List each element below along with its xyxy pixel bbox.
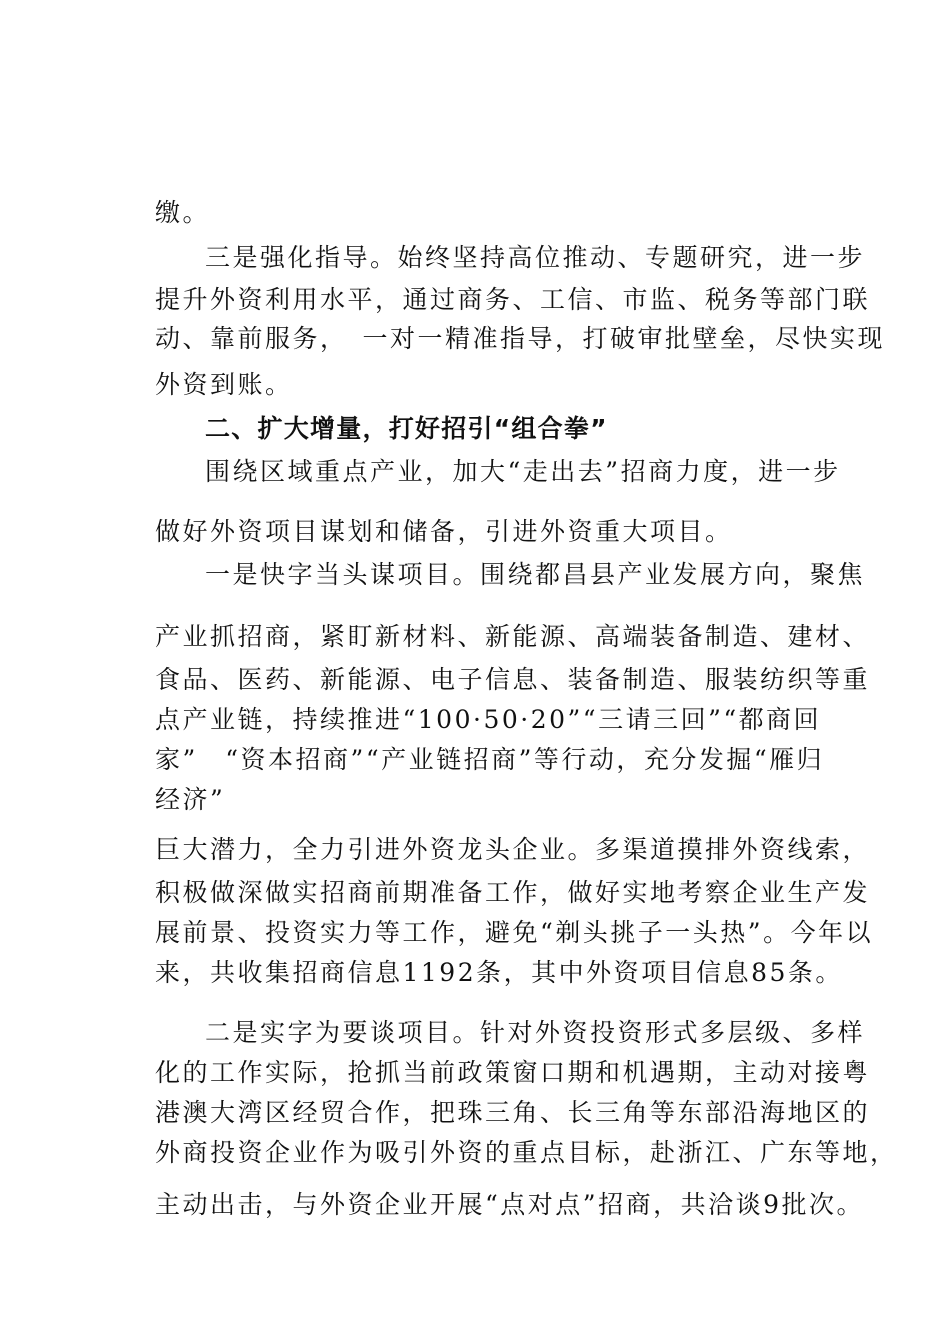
text-line: 外商投资企业作为吸引外资的重点目标，赴浙江、广东等地，: [155, 1138, 898, 1167]
text-line: 动、靠前服务， 一对一精准指导，打破审批壁垒，尽快实现: [155, 324, 886, 353]
section-heading: 二、扩大增量，打好招引“组合拳”: [205, 414, 608, 443]
text-line: 食品、医药、新能源、电子信息、装备制造、服装纺织等重: [155, 665, 871, 694]
text-line: 展前景、投资实力等工作，避免“剃头挑子一头热”。今年以: [155, 918, 874, 947]
paragraph-line: 围绕区域重点产业，加大“走出去”招商力度，进一步: [205, 457, 841, 486]
text-line: 经济”: [155, 785, 226, 814]
text-line: 外资到账。: [155, 370, 293, 399]
text-line: 化的工作实际，抢抓当前政策窗口期和机遇期，主动对接粤: [155, 1058, 871, 1087]
text-line: 提升外资利用水平，通过商务、工信、市监、税务等部门联: [155, 285, 871, 314]
paragraph-line: 一是快字当头谋项目。围绕都昌县产业发展方向，聚焦: [205, 560, 866, 589]
text-line: 缴。: [155, 198, 211, 227]
text-line: 巨大潜力，全力引进外资龙头企业。多渠道摸排外资线索，: [155, 835, 871, 864]
text-line: 来，共收集招商信息1192条，其中外资项目信息85条。: [155, 958, 843, 987]
text-line: 家” “资本招商”“产业链招商”等行动，充分发掘“雁归: [155, 745, 825, 774]
paragraph-line: 三是强化指导。始终坚持高位推动、专题研究，进一步: [205, 243, 866, 272]
text-line: 点产业链，持续推进“100·50·20”“三请三回”“都商回: [155, 705, 822, 734]
text-line: 港澳大湾区经贸合作，把珠三角、长三角等东部沿海地区的: [155, 1098, 871, 1127]
text-line: 积极做深做实招商前期准备工作，做好实地考察企业生产发: [155, 878, 871, 907]
text-line: 做好外资项目谋划和储备，引进外资重大项目。: [155, 517, 733, 546]
text-line: 主动出击，与外资企业开展“点对点”招商，共洽谈9批次。: [155, 1190, 864, 1219]
text-line: 产业抓招商，紧盯新材料、新能源、高端装备制造、建材、: [155, 622, 871, 651]
paragraph-line: 二是实字为要谈项目。针对外资投资形式多层级、多样: [205, 1018, 866, 1047]
